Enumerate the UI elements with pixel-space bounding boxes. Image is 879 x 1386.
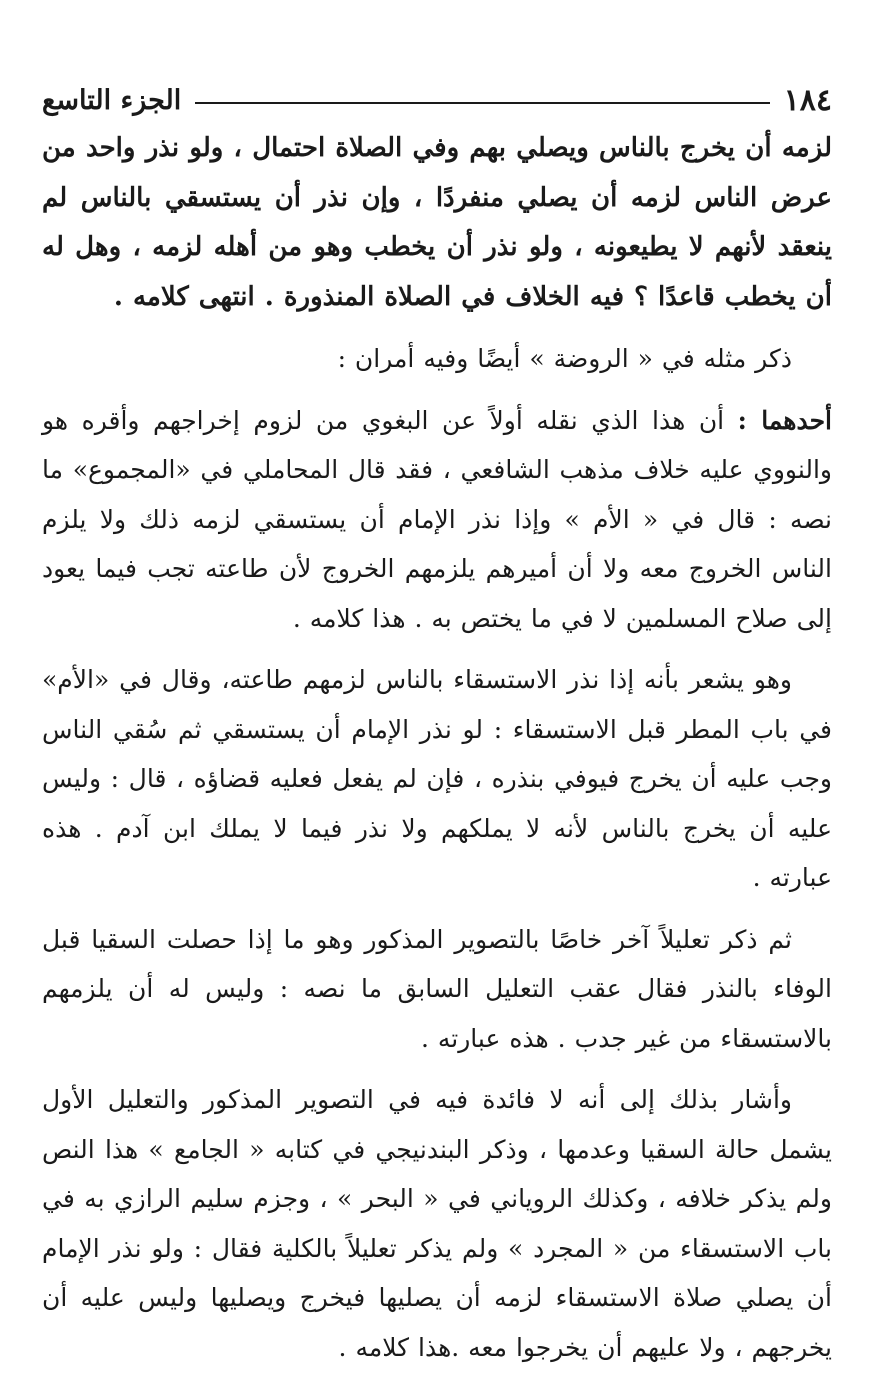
paragraph-text: لزمه أن يخرج بالناس ويصلي بهم وفي الصلاة احتمال ، ولو نذر واحد من عرض الناس لزمه أن يصلي منفردًا ، وإن نذر أن يستسقي بالناس لم ينعقد لأنهم لا يطيعونه ، ولو نذر أن يخطب وهو من أهله لزمه ، وهل له أن يخطب قاعدًا ؟ فيه الخلاف في الصلاة المنذورة . انتهى كلامه . (42, 133, 832, 312)
header-rule (195, 102, 769, 104)
paragraph-text: ثم ذكر تعليلاً آخر خاصًا بالتصوير المذكور وهو ما إذا حصلت السقيا قبل الوفاء بالنذر فقال عقب التعليل السابق ما نصه : وليس له أن يلزمهم بالاستسقاء من غير جدب . هذه عبارته . (42, 924, 832, 1053)
paragraph-indication (42, 1075, 832, 1372)
paragraph-text: أن هذا الذي نقله أولاً عن البغوي من لزوم إخراجهم وأقره هو والنووي عليه خلاف مذهب الشافعي ، فقد قال المحاملي في «المجموع» ما نصه : قال في « الأم » وإذا نذر الإمام أن يستسقي لزمه ذلك ولا يلزم الناس الخروج معه ولا أن أميرهم يلزمهم الخروج لأن طاعته تجب فيما يعود إلى صلاح المسلمين لا في ما يختص به . هذا كلامه . (42, 405, 832, 633)
paragraph-umm-quote (42, 655, 832, 903)
page-number: ١٨٤ (783, 82, 832, 118)
paragraph-intro (42, 334, 832, 384)
paragraph-text: ذكر مثله في « الروضة » أيضًا وفيه أمران : (337, 344, 792, 373)
paragraph-text: وأشار بذلك إلى أنه لا فائدة فيه في التصوير المذكور والتعليل الأول يشمل حالة السقيا وعدمها ، وذكر البندنيجي في كتابه « الجامع » هذا النص ولم يذكر خلافه ، وكذلك الروياني في « البحر » ، وجزم سليم الرازي به في باب الاستسقاء من « المجرد » ولم يذكر تعليلاً بالكلية فقال : ولو نذر الإمام أن يصلي صلاة الاستسقاء لزمه أن يصليها فيخرج ويصليها وليس عليه أن يخرجهم ، ولا عليهم أن يخرجوا معه .هذا كلامه . (42, 1085, 832, 1362)
paragraph-second-reason (42, 915, 832, 1064)
running-title: الجزء التاسع (42, 84, 182, 116)
book-page (42, 78, 832, 1372)
paragraph-text: وهو يشعر بأنه إذا نذر الاستسقاء بالناس لزمهم طاعته، وقال في «الأم» في باب المطر قبل الاستسقاء : لو نذر الإمام أن يستسقي ثم سُقي الناس وجب عليه أن يخرج فيوفي بنذره ، فإن لم يفعل فعليه قضاؤه ، قال : وليس عليه أن يخرج بالناس لأنه لا يملكهم ولا نذر فيما لا يملك ابن آدم . هذه عبارته . (42, 665, 832, 892)
page-header (42, 78, 832, 122)
paragraph-first-matter (42, 396, 832, 644)
paragraph-quote-end (42, 124, 832, 322)
paragraph-lead: أحدهما : (737, 405, 832, 435)
